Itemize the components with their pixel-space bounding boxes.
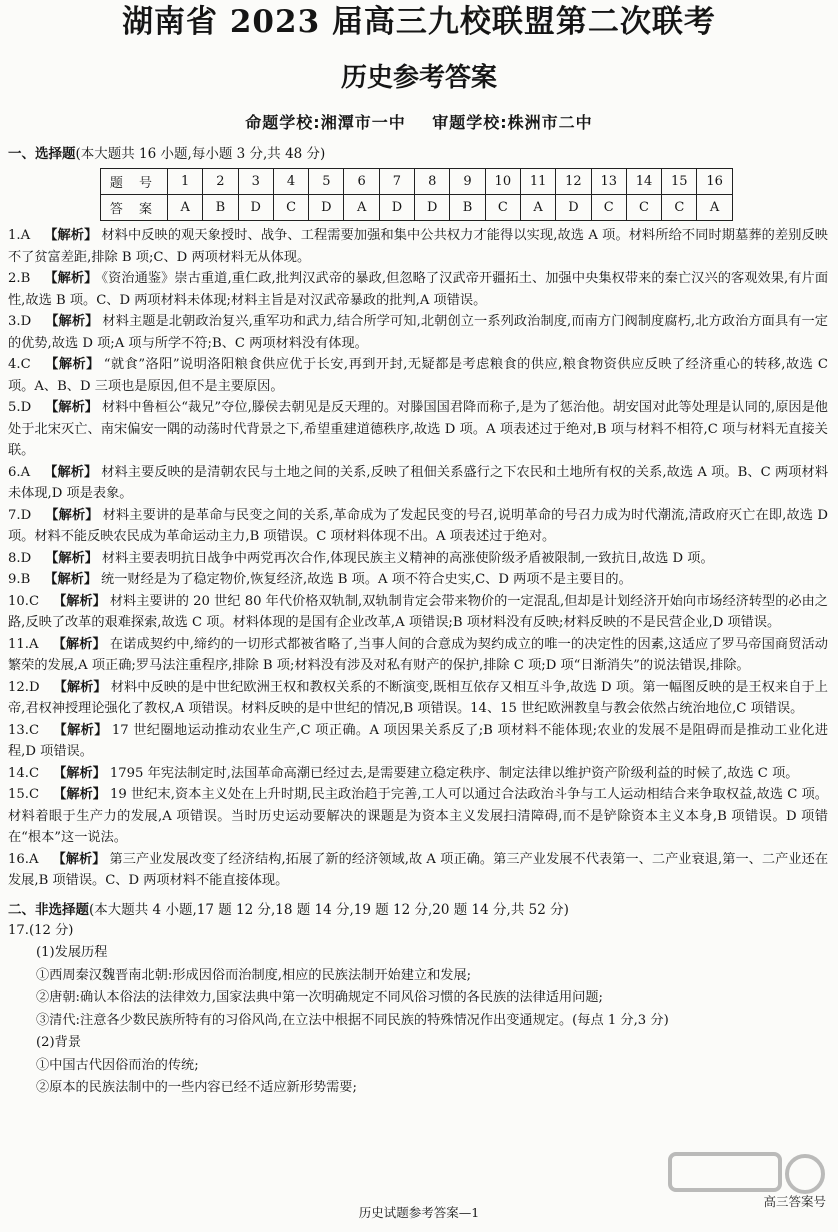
question-number-cell: 16 xyxy=(697,169,732,195)
analysis-tag: 【解析】 xyxy=(45,550,98,566)
analysis-tag: 【解析】 xyxy=(53,787,107,802)
explanation-number: 3.D xyxy=(8,314,32,329)
exam-title: 湖南省 2023 届高三九校联盟第二次联考 xyxy=(122,4,716,40)
explanation-number: 14.C xyxy=(8,765,40,781)
section-one-heading xyxy=(0,144,838,164)
analysis-tag: 【解析】 xyxy=(52,851,106,867)
section-one-note: (本大题共 16 小题,每小题 3 分,共 48 分) xyxy=(75,146,326,162)
explanation-text: 《资治通鉴》崇古重道,重仁政,批判汉武帝的暴政,但忽略了汉武帝开疆拓土、加强中央集权带来的秦亡汉兴的客观效果,有片面性,故选 B 项。C、D 两项材料未体现;材料主旨是对汉武帝暴政的批判,A 项错误。 xyxy=(8,271,829,308)
explanation-text: 材料主题是北朝政治复兴,重军功和武力,结合所学可知,北朝创立一系列政治制度,而南方门阀制度腐朽,北方政治方面具有一定的优势,故选 D 项;A 项与所学不符;B、C 两项材料没有体现。 xyxy=(8,314,828,351)
question-number-cell: 14 xyxy=(626,169,661,195)
question-number-cell: 13 xyxy=(591,169,626,195)
proposer-school: 命题学校:湘潭市一中 xyxy=(245,113,406,132)
question-number-cell: 4 xyxy=(273,169,308,195)
answer-table xyxy=(100,168,733,221)
school-info xyxy=(0,110,838,136)
explanation-number: 8.D xyxy=(8,550,32,566)
row-label-answer: 答 案 xyxy=(101,195,168,221)
answer-cell: C xyxy=(591,195,626,221)
explanation-text: 材料主要讲的 20 世纪 80 年代价格双轨制,双轨制肯定会带来物价的一定混乱,但却是计划经济开始向市场经济转型的必由之路,反映了改革的艰难探索,故选 C 项。材料体现的是国有企业改革,A 项错误;B 项材料没有反映;材料反映的不是民营企业,D 项错误。 xyxy=(8,593,828,630)
analysis-tag: 【解析】 xyxy=(44,464,98,480)
analysis-tag: 【解析】 xyxy=(53,765,106,781)
explanation-number: 7.D xyxy=(8,507,32,523)
section-two-note: (本大题共 4 小题,17 题 12 分,18 题 14 分,19 题 12 分,20 题 14 分,共 52 分) xyxy=(89,901,569,918)
question-number-cell: 2 xyxy=(203,169,238,195)
explanation-number: 5.D xyxy=(8,400,32,415)
answer-cell: A xyxy=(168,195,203,221)
question-17-heading: 17.(12 分) xyxy=(8,922,74,938)
analysis-tag: 【解析】 xyxy=(44,271,98,286)
answer-cell: B xyxy=(450,195,485,221)
question-number-cell: 10 xyxy=(485,169,520,195)
analysis-tag: 【解析】 xyxy=(45,400,98,415)
question-number-cell: 15 xyxy=(662,169,697,195)
explanation-number: 9.B xyxy=(8,572,31,587)
explanation-item xyxy=(0,268,838,311)
question-number-cell: 11 xyxy=(520,169,555,195)
explanation-text: 1795 年宪法制定时,法国革命高潮已经过去,是需要建立稳定秩序、制定法律以维护资产阶级利益的时候了,故选 C 项。 xyxy=(109,765,799,781)
page-footer: 历史试题参考答案—1 xyxy=(358,1205,480,1220)
explanation-text: 材料中反映的观天象授时、战争、工程需要加强和集中公共权力才能得以实现,故选 A 项。材料所给不同时期墓葬的差别反映不了贫富差距,排除 B 项;C、D 两项材料无从体现。 xyxy=(8,228,828,265)
analysis-tag: 【解析】 xyxy=(53,679,107,695)
answer-cell: D xyxy=(309,195,344,221)
explanation-text: 材料中鲁桓公“裁兄”夺位,滕侯去朝见是反天理的。对滕国国君降而称子,是为了惩治他。胡安国对此等处理是认同的,原因是他处于北宋灭亡、南宋偏安一隅的动荡时代背景之下,希望重建道德秩序,故选 D 项。A 项表述过于绝对,B 项与材料不相符,C 项与材料无直接关联。 xyxy=(8,400,828,458)
explanation-number: 6.A xyxy=(8,464,31,480)
explanation-text: 材料中反映的是中世纪欧洲王权和教权关系的不断演变,既相互依存又相互斗争,故选 D 项。第一幅图反映的是王权来自于上帝,君权神授理论强化了教权,A 项错误。材料反映的是中世纪的情况,B 项错误。14、15 世纪欧洲教皇与教会依然占统治地位,C 项错误。 xyxy=(8,679,828,716)
answer-cell: A xyxy=(520,195,555,221)
explanation-text: 材料主要讲的是革命与民变之间的关系,革命成为了发起民变的号召,说明革命的号召力成为时代潮流,清政府灭亡在即,故选 D 项。材料不能反映农民成为革命运动主力,B 项错误。C 项材料体现不出。A 项表述过于绝对。 xyxy=(8,507,829,544)
answer-cell: C xyxy=(662,195,697,221)
answer-cell: C xyxy=(485,195,520,221)
answer-cell: C xyxy=(626,195,661,221)
watermark-text: 高三答案号 xyxy=(763,1194,826,1209)
answer-cell: C xyxy=(273,195,308,221)
explanation-text: 统一财经是为了稳定物价,恢复经济,故选 B 项。A 项不符合史实,C、D 两项不是主要目的。 xyxy=(101,572,632,587)
section-two-heading xyxy=(0,900,838,920)
explanation-item xyxy=(0,505,838,548)
analysis-tag: 【解析】 xyxy=(44,357,100,372)
part1-title: (1)发展历程 xyxy=(36,945,108,960)
explanation-text: 材料主要表明抗日战争中两党再次合作,体现民族主义精神的高涨使阶级矛盾被限制,一致抗日,故选 D 项。 xyxy=(101,550,714,566)
explanation-item xyxy=(0,548,838,570)
answer-cell: D xyxy=(415,195,450,221)
answer-cell: D xyxy=(556,195,591,221)
explanation-item xyxy=(0,763,838,785)
explanation-number: 15.C xyxy=(8,787,40,802)
explanation-text: 材料主要反映的是清朝农民与土地之间的关系,反映了租佃关系盛行之下农民和土地所有权的关系,故选 A 项。B、C 两项材料未体现,D 项是表象。 xyxy=(8,464,829,501)
explanation-number: 11.A xyxy=(8,636,39,652)
explanation-item xyxy=(0,591,838,634)
explanation-number: 10.C xyxy=(8,593,40,609)
explanation-number: 12.D xyxy=(8,679,40,695)
explanation-item xyxy=(0,784,838,849)
watermark-logo-icon xyxy=(660,1144,830,1224)
explanation-item xyxy=(0,720,838,763)
row-label-number: 题 号 xyxy=(101,169,168,195)
explanation-text: 在诺成契约中,缔约的一切形式都被省略了,当事人间的合意成为契约成立的唯一的决定性的因素,这适应了罗马帝国商贸活动繁荣的发展,A 项正确;罗马法注重程序,排除 B 项;材料没有涉及对私有财产的保护,排除 C 项;D 项“日渐消失”的说法错误,排除。 xyxy=(8,636,828,673)
analysis-tag: 【解析】 xyxy=(53,722,108,738)
part2-title: (2)背景 xyxy=(36,1035,82,1050)
explanation-text: 第三产业发展改变了经济结构,拓展了新的经济领域,故 A 项正确。第三产业发展不代表第一、二产业衰退,第一、二产业还在发展,B 项错误。C、D 两项材料不能直接体现。 xyxy=(8,851,829,888)
explanation-number: 4.C xyxy=(8,357,31,372)
answer-cell: B xyxy=(203,195,238,221)
part2-list xyxy=(0,1055,838,1100)
explanation-item xyxy=(0,677,838,720)
explanation-text: 17 世纪圈地运动推动农业生产,C 项正确。A 项因果关系反了;B 项材料不能体现;农业的发展不是阻碍而是推动工业化进程,D 项错误。 xyxy=(8,722,829,759)
analysis-tag: 【解析】 xyxy=(44,572,98,587)
explanation-item xyxy=(0,849,838,892)
answer-row xyxy=(101,195,733,221)
reviewer-school: 审题学校:株洲市二中 xyxy=(432,113,593,132)
explanation-number: 1.A xyxy=(8,228,31,243)
answer-cell: D xyxy=(238,195,273,221)
explanation-item xyxy=(0,462,838,505)
answer-point: ③清代:注意各少数民族所特有的习俗风尚,在立法中根据不同民族的特殊情况作出变通规定。(每点 1 分,3 分) xyxy=(36,1012,669,1028)
explanation-item xyxy=(0,634,838,677)
question-number-cell: 6 xyxy=(344,169,379,195)
question-number-cell: 12 xyxy=(556,169,591,195)
analysis-tag: 【解析】 xyxy=(53,593,106,609)
explanation-number: 13.C xyxy=(8,722,40,738)
analysis-tag: 【解析】 xyxy=(45,314,99,329)
answer-point: ②原本的民族法制中的一些内容已经不适应新形势需要; xyxy=(36,1080,357,1095)
explanation-text: 19 世纪末,资本主义处在上升时期,民主政治趋于完善,工人可以通过合法政治斗争与工人运动相结合来争取权益,故选 C 项。材料着眼于生产力的发展,A 项错误。当时历史运动要解决的课题是为资本主义发展扫清障碍,而不是铲除资本主义本身,B 项错误。D 项错在“根本”这一说法。 xyxy=(8,787,828,845)
answer-point: ②唐朝:确认本俗法的法律效力,国家法典中第一次明确规定不同风俗习惯的各民族的法律适用问题; xyxy=(36,990,603,1005)
part1-list xyxy=(0,965,838,1033)
explanation-number: 2.B xyxy=(8,271,31,286)
explanation-item xyxy=(0,397,838,462)
question-number-cell: 1 xyxy=(168,169,203,195)
explanation-item xyxy=(0,354,838,397)
answer-cell: D xyxy=(379,195,414,221)
explanation-item xyxy=(0,311,838,354)
document-subtitle: 历史参考答案 xyxy=(340,63,497,93)
analysis-tag: 【解析】 xyxy=(45,507,99,523)
analysis-tag: 【解析】 xyxy=(44,228,98,243)
explanations-list xyxy=(0,225,838,892)
answer-point: ①西周秦汉魏晋南北朝:形成因俗而治制度,相应的民族法制开始建立和发展; xyxy=(36,967,472,983)
section-one-title: 一、选择题 xyxy=(8,146,76,162)
question-number-cell: 3 xyxy=(238,169,273,195)
answer-cell: A xyxy=(344,195,379,221)
explanation-text: “就食”洛阳”说明洛阳粮食供应优于长安,再到开封,无疑都是考虑粮食的供应,粮食物资供应反映了经济重心的转移,故选 C 项。A、B、D 三项也是原因,但不是主要原因。 xyxy=(8,357,829,394)
question-number-cell: 7 xyxy=(379,169,414,195)
question-number-cell: 8 xyxy=(415,169,450,195)
question-number-cell: 9 xyxy=(450,169,485,195)
question-number-cell: 5 xyxy=(309,169,344,195)
answer-cell: A xyxy=(697,195,732,221)
explanation-number: 16.A xyxy=(8,851,39,867)
explanation-item xyxy=(0,225,838,268)
answer-point: ①中国古代因俗而治的传统; xyxy=(36,1057,199,1073)
section-two-title: 二、非选择题 xyxy=(8,901,89,918)
question-number-row xyxy=(101,169,733,195)
explanation-item xyxy=(0,569,838,591)
analysis-tag: 【解析】 xyxy=(52,636,106,652)
